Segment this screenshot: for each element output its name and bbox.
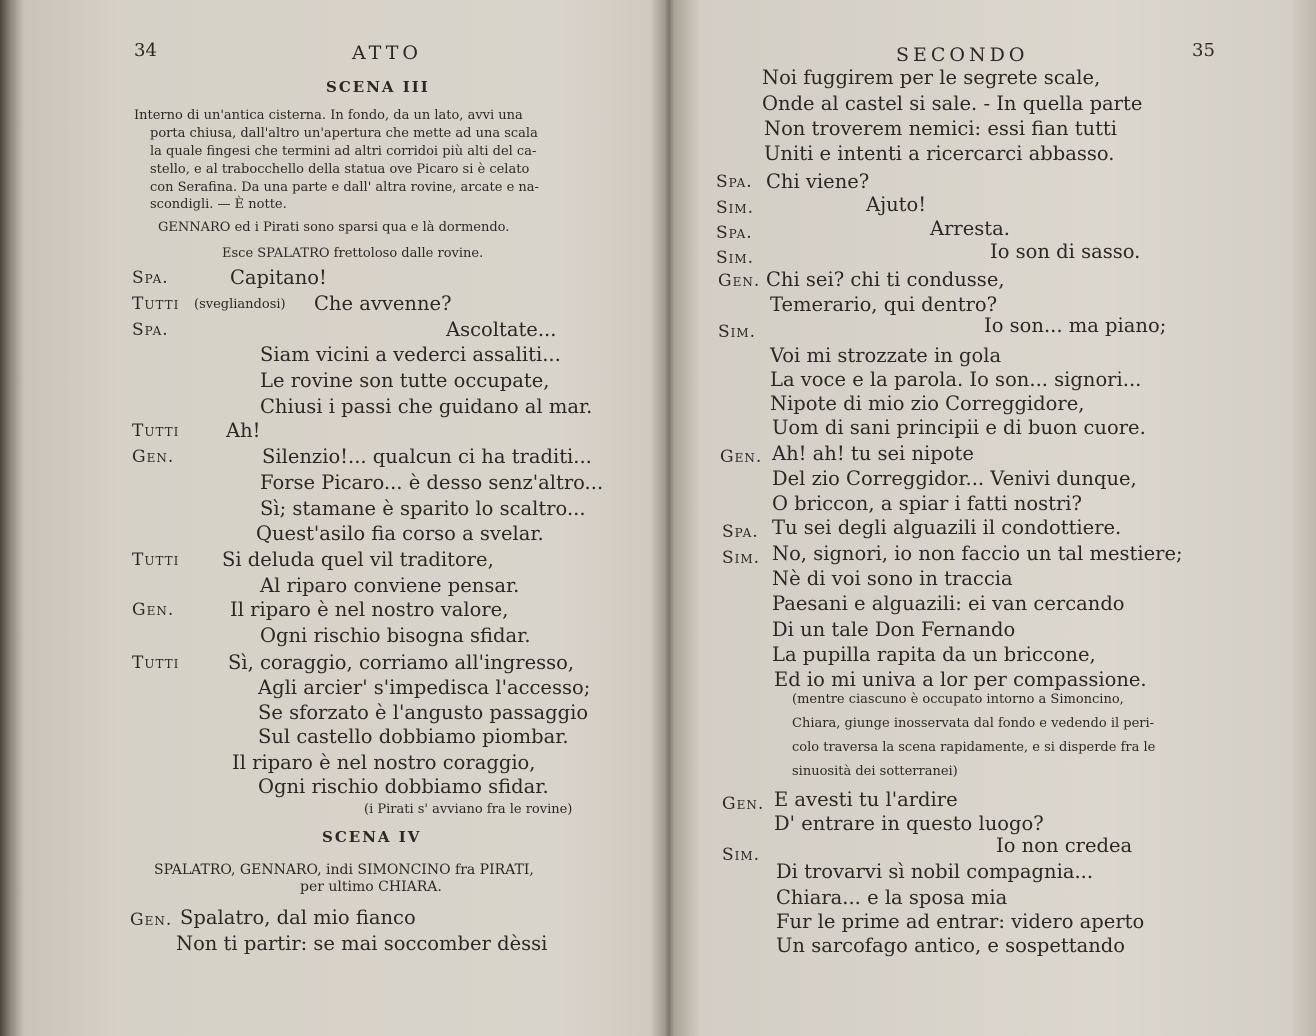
speaker-label: Sim. bbox=[716, 248, 755, 268]
verse-line: Arresta. bbox=[930, 217, 1010, 240]
scene4-cast: per ultimo CHIARA. bbox=[300, 879, 442, 895]
verse-line: La pupilla rapita da un briccone, bbox=[772, 643, 1096, 666]
speaker-label: Gen. bbox=[722, 794, 765, 814]
speaker-note: (svegliandosi) bbox=[194, 297, 286, 312]
speaker-label: Tutti bbox=[132, 294, 180, 314]
verse-line: Che avvenne? bbox=[314, 292, 452, 315]
scene3-desc-line: la quale fingesi che termini ad altri corridoi più alti del ca- bbox=[150, 144, 537, 159]
verse-line: O briccon, a spiar i fatti nostri? bbox=[772, 492, 1083, 515]
speaker-label: Spa. bbox=[132, 320, 169, 340]
verse-line: Di un tale Don Fernando bbox=[772, 618, 1016, 641]
verse-line: Di trovarvi sì nobil compagnia... bbox=[776, 860, 1094, 883]
verse-line: Del zio Correggidor... Venivi dunque, bbox=[772, 467, 1137, 490]
verse-line: Ogni rischio dobbiamo sfidar. bbox=[258, 775, 549, 798]
scene3-desc-line: porta chiusa, dall'altro un'apertura che mette ad una scala bbox=[150, 126, 538, 141]
speaker-label: Tutti bbox=[132, 653, 180, 673]
verse-line: Il riparo è nel nostro coraggio, bbox=[232, 751, 536, 774]
verse-line: Noi fuggirem per le segrete scale, bbox=[762, 66, 1101, 89]
verse-line: Ajuto! bbox=[866, 193, 927, 216]
verse-line: Sì; stamane è sparito lo scaltro... bbox=[260, 497, 586, 520]
verse-line: Chi viene? bbox=[766, 170, 870, 193]
stage-direction: Esce SPALATRO frettoloso dalle rovine. bbox=[222, 246, 484, 261]
verse-line: Non ti partir: se mai soccomber dèssi bbox=[176, 932, 548, 955]
verse-line: Ogni rischio bisogna sfidar. bbox=[260, 624, 531, 647]
verse-line: No, signori, io non faccio un tal mestiere; bbox=[772, 542, 1183, 565]
left-running-head: ATTO bbox=[352, 42, 422, 64]
stage-direction: (i Pirati s' avviano fra le rovine) bbox=[364, 802, 573, 817]
verse-line: Nè di voi sono in traccia bbox=[772, 567, 1013, 590]
stage-note-line: Chiara, giunge inosservata dal fondo e vedendo il peri- bbox=[792, 716, 1155, 731]
verse-line: Chiusi i passi che guidano al mar. bbox=[260, 395, 593, 418]
verse-line: Spalatro, dal mio fianco bbox=[180, 906, 416, 929]
verse-line: Nipote di mio zio Correggidore, bbox=[770, 392, 1085, 415]
verse-line: Fur le prime ad entrar: videro aperto bbox=[776, 910, 1145, 933]
speaker-label: Tutti bbox=[132, 421, 180, 441]
verse-line: Sul castello dobbiamo piombar. bbox=[258, 725, 569, 748]
scene3-desc-line: scondigli. — È notte. bbox=[150, 197, 287, 212]
scene3-desc-line: stello, e al trabocchello della statua ove Picaro si è celato bbox=[150, 162, 530, 177]
verse-line: Uniti e intenti a ricercarci abbasso. bbox=[764, 142, 1115, 165]
verse-line: Al riparo conviene pensar. bbox=[260, 574, 520, 597]
verse-line: Quest'asilo fia corso a svelar. bbox=[256, 522, 544, 545]
verse-line: Si deluda quel vil traditore, bbox=[222, 548, 494, 571]
verse-line: Se sforzato è l'angusto passaggio bbox=[258, 701, 589, 724]
verse-line: Onde al castel si sale. - In quella parte bbox=[762, 92, 1143, 115]
verse-line: Chiara... e la sposa mia bbox=[776, 886, 1008, 909]
scene4-title: SCENA IV bbox=[322, 828, 422, 846]
verse-line: E avesti tu l'ardire bbox=[774, 788, 958, 811]
speaker-label: Tutti bbox=[132, 550, 180, 570]
verse-line: Temerario, qui dentro? bbox=[770, 293, 998, 316]
right-page-number: 35 bbox=[1192, 40, 1215, 61]
verse-line: Ascoltate... bbox=[446, 318, 557, 341]
verse-line: Capitano! bbox=[230, 266, 327, 289]
scene4-cast: SPALATRO, GENNARO, indi SIMONCINO fra PIRATI, bbox=[154, 862, 534, 878]
speaker-label: Gen. bbox=[132, 447, 175, 467]
verse-line: Siam vicini a vederci assaliti... bbox=[260, 343, 561, 366]
verse-line: Ah! ah! tu sei nipote bbox=[772, 442, 974, 465]
verse-line: Voi mi strozzate in gola bbox=[770, 344, 1002, 367]
stage-note-line: colo traversa la scena rapidamente, e si disperde fra le bbox=[792, 740, 1156, 755]
verse-line: Io son... ma piano; bbox=[984, 314, 1167, 337]
verse-line: Forse Picaro... è desso senz'altro... bbox=[260, 471, 604, 494]
stage-direction: GENNARO ed i Pirati sono sparsi qua e là dormendo. bbox=[158, 220, 510, 235]
verse-line: Ah! bbox=[226, 419, 261, 442]
verse-line: Ed io mi univa a lor per compassione. bbox=[774, 668, 1147, 691]
speaker-label: Spa. bbox=[716, 172, 753, 192]
verse-line: Sì, coraggio, corriamo all'ingresso, bbox=[228, 651, 575, 674]
speaker-label: Spa. bbox=[132, 268, 169, 288]
speaker-label: Spa. bbox=[716, 223, 753, 243]
verse-line: Io son di sasso. bbox=[990, 240, 1141, 263]
verse-line: Non troverem nemici: essi fian tutti bbox=[764, 117, 1117, 140]
right-page bbox=[668, 0, 1316, 1036]
verse-line: D' entrare in questo luogo? bbox=[774, 812, 1044, 835]
left-page-number: 34 bbox=[134, 40, 157, 61]
verse-line: Chi sei? chi ti condusse, bbox=[766, 268, 1005, 291]
speaker-label: Sim. bbox=[716, 198, 755, 218]
speaker-label: Gen. bbox=[720, 447, 763, 467]
verse-line: Io non credea bbox=[996, 834, 1133, 857]
scene3-desc-line: Interno di un'antica cisterna. In fondo, da un lato, avvi una bbox=[134, 108, 523, 123]
speaker-label: Spa. bbox=[722, 522, 759, 542]
speaker-label: Gen. bbox=[718, 271, 761, 291]
verse-line: Silenzio!... qualcun ci ha traditi... bbox=[262, 445, 592, 468]
scene3-desc-line: con Serafina. Da una parte e dall' altra rovine, arcate e na- bbox=[150, 180, 539, 195]
verse-line: Paesani e alguazili: ei van cercando bbox=[772, 592, 1125, 615]
speaker-label: Gen. bbox=[130, 910, 173, 930]
verse-line: Il riparo è nel nostro valore, bbox=[230, 598, 509, 621]
stage-note-line: sinuosità dei sotterranei) bbox=[792, 764, 958, 779]
verse-line: La voce e la parola. Io son... signori... bbox=[770, 368, 1142, 391]
verse-line: Uom di sani principii e di buon cuore. bbox=[772, 416, 1146, 439]
scene3-title: SCENA III bbox=[326, 78, 430, 96]
verse-line: Un sarcofago antico, e sospettando bbox=[776, 934, 1125, 957]
speaker-label: Sim. bbox=[722, 548, 761, 568]
verse-line: Le rovine son tutte occupate, bbox=[260, 369, 550, 392]
verse-line: Agli arcier' s'impedisca l'accesso; bbox=[258, 676, 591, 699]
speaker-label: Sim. bbox=[718, 322, 757, 342]
right-running-head: SECONDO bbox=[896, 44, 1029, 66]
speaker-label: Sim. bbox=[722, 845, 761, 865]
verse-line: Tu sei degli alguazili il condottiere. bbox=[772, 516, 1122, 539]
speaker-label: Gen. bbox=[132, 600, 175, 620]
stage-note-line: (mentre ciascuno è occupato intorno a Simoncino, bbox=[792, 692, 1124, 707]
